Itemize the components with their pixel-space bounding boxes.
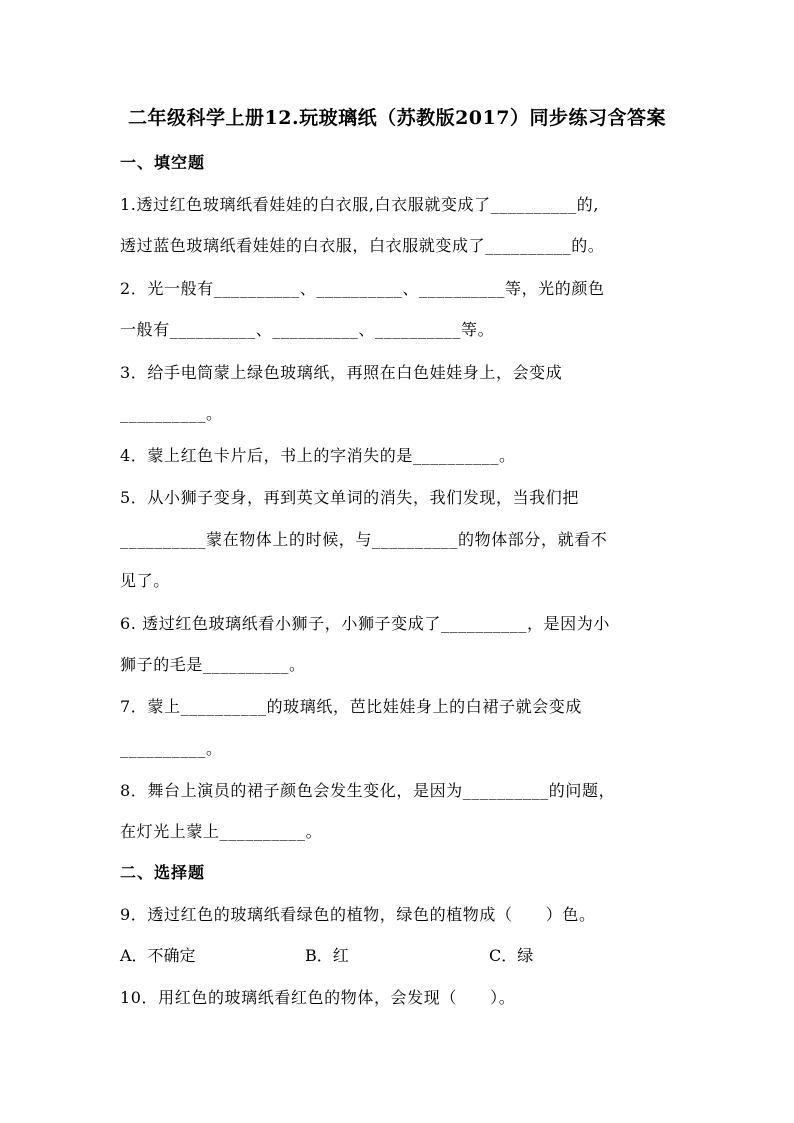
question-2-line-1: 2．光一般有__________、__________、__________等，光的颜色 [120,279,605,298]
question-5-line-2: __________蒙在物体上的时候，与__________的物体部分，就看不 [120,530,608,549]
question-5-line-1: 5．从小狮子变身，再到英文单词的消失，我们发现，当我们把 [120,488,579,507]
question-4-line-1: 4．蒙上红色卡片后，书上的字消失的是__________。 [120,446,516,465]
question-10-stem: 10．用红色的玻璃纸看红色的物体，会发现（ ）。 [120,988,516,1007]
question-3-line-2: __________。 [120,404,223,423]
question-7-line-2: __________。 [120,739,223,758]
document-title: 二年级科学上册12.玩玻璃纸（苏教版2017）同步练习含答案 [128,107,666,129]
option-b: B．红 [305,946,349,965]
option-c: C．绿 [489,946,534,965]
question-3-line-1: 3．给手电筒蒙上绿色玻璃纸，再照在白色娃娃身上，会变成 [120,363,563,382]
question-1-line-2: 透过蓝色玻璃纸看娃娃的白衣服，白衣服就变成了__________的。 [120,236,605,255]
section-heading-multiple-choice: 二、选择题 [120,863,206,882]
section-heading-fill-blank: 一、填空题 [120,153,206,172]
question-8-line-1: 8．舞台上演员的裙子颜色会发生变化，是因为__________的问题， [120,781,616,800]
question-7-line-1: 7．蒙上__________的玻璃纸，芭比娃娃身上的白裙子就会变成 [120,697,582,716]
question-5-line-3: 见了。 [120,571,170,590]
question-2-line-2: 一般有__________、__________、__________等。 [120,320,495,339]
question-8-line-2: 在灯光上蒙上__________。 [120,822,323,841]
question-6-line-2: 狮子的毛是__________。 [120,655,306,674]
question-6-line-1: 6. 透过红色玻璃纸看小狮子，小狮子变成了__________，是因为小 [120,614,610,633]
option-a: A．不确定 [120,946,196,965]
question-1-line-1: 1.透过红色玻璃纸看娃娃的白衣服,白衣服就变成了__________的, [120,195,600,214]
question-9-stem: 9．透过红色的玻璃纸看绿色的植物，绿色的植物成（ ）色。 [120,905,596,924]
